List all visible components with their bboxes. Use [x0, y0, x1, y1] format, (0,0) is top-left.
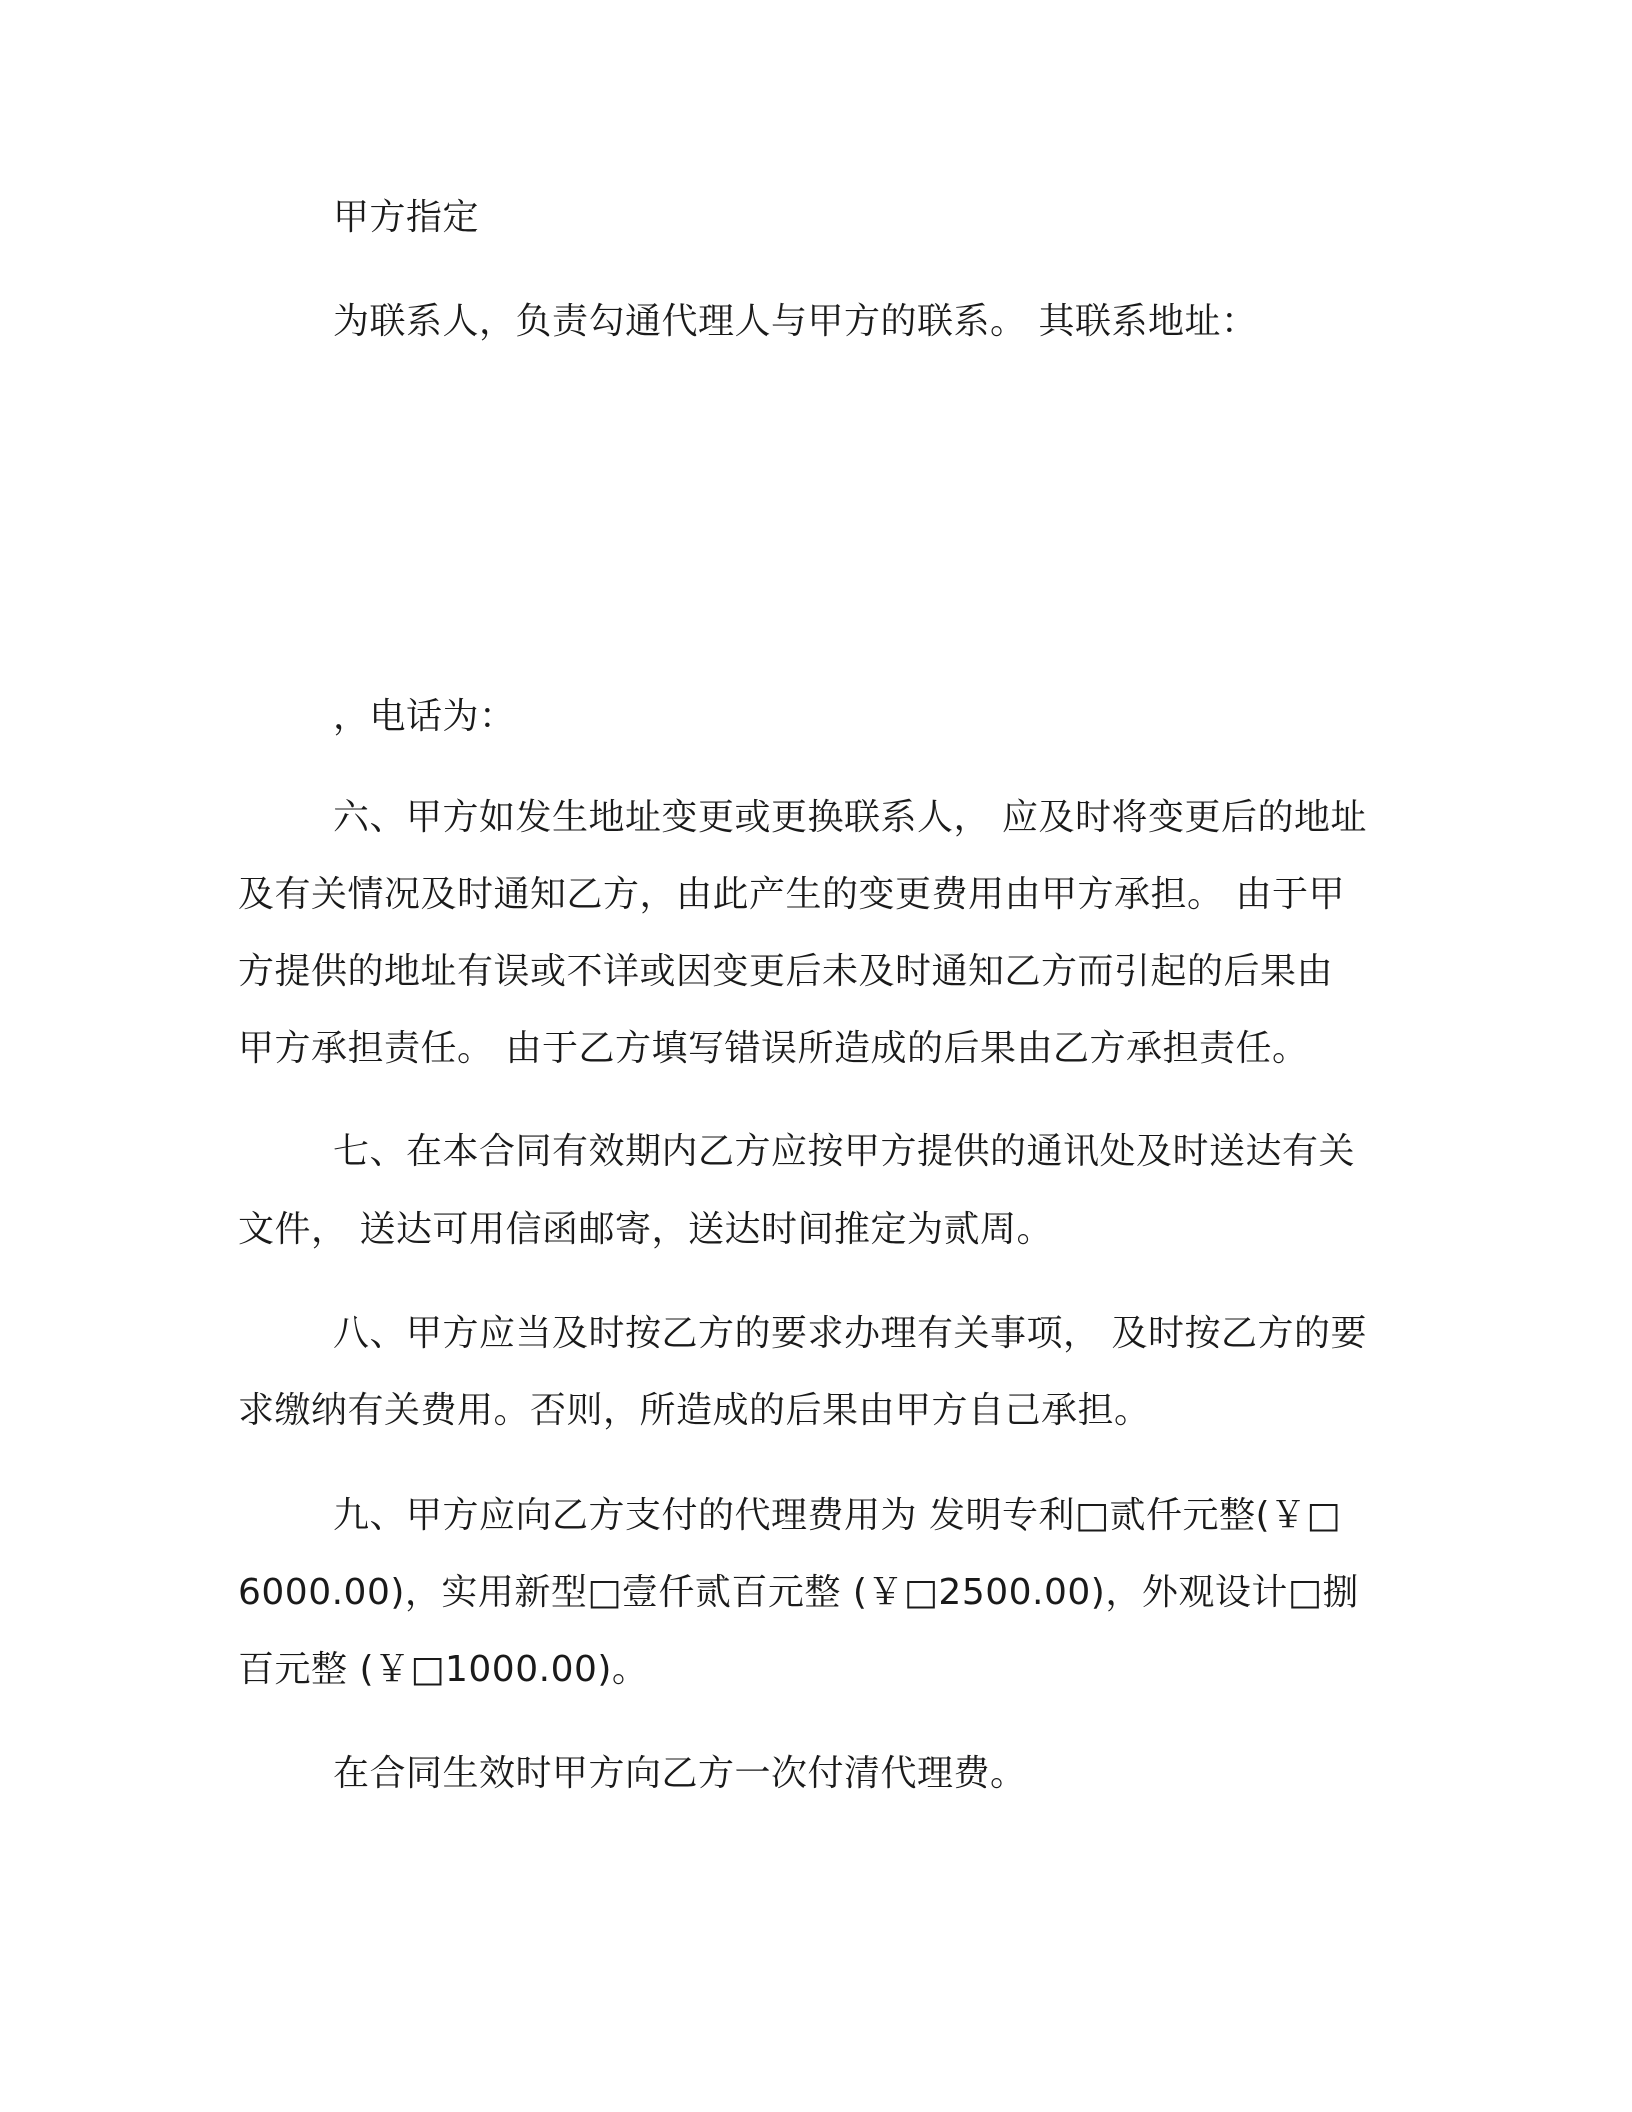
clause-6-line-3: 方提供的地址有误或不详或因变更后未及时通知乙方而引起的后果由 [238, 951, 1334, 992]
contact-role-line: 为联系人，负责勾通代理人与甲方的联系。 其联系地址： [333, 301, 1258, 342]
clause-9-line-1: 九、甲方应向乙方支付的代理费用为 发明专利□贰仟元整(￥□ [333, 1495, 1342, 1536]
payment-line: 在合同生效时甲方向乙方一次付清代理费。 [333, 1753, 1027, 1794]
clause-7-line-2: 文件， 送达可用信函邮寄，送达时间推定为贰周。 [238, 1209, 1053, 1250]
phone-line: ，电话为： [333, 696, 516, 737]
clause-6-line-2: 及有关情况及时通知乙方，由此产生的变更费用由甲方承担。 由于甲 [238, 874, 1345, 915]
designated-contact-line: 甲方指定 [333, 197, 480, 238]
clause-9-line-2: 6000.00)，实用新型□壹仟贰百元整 (￥□2500.00)，外观设计□捌 [238, 1572, 1359, 1613]
clause-9-line-3: 百元整 (￥□1000.00)。 [238, 1649, 649, 1690]
clause-8-line-1: 八、甲方应当及时按乙方的要求办理有关事项， 及时按乙方的要 [333, 1313, 1367, 1354]
clause-6-line-4: 甲方承担责任。 由于乙方填写错误所造成的后果由乙方承担责任。 [238, 1028, 1309, 1069]
clause-6-line-1: 六、甲方如发生地址变更或更换联系人， 应及时将变更后的地址 [333, 797, 1367, 838]
clause-8-line-2: 求缴纳有关费用。否则，所造成的后果由甲方自己承担。 [238, 1390, 1151, 1431]
clause-7-line-1: 七、在本合同有效期内乙方应按甲方提供的通讯处及时送达有关 [333, 1131, 1356, 1172]
